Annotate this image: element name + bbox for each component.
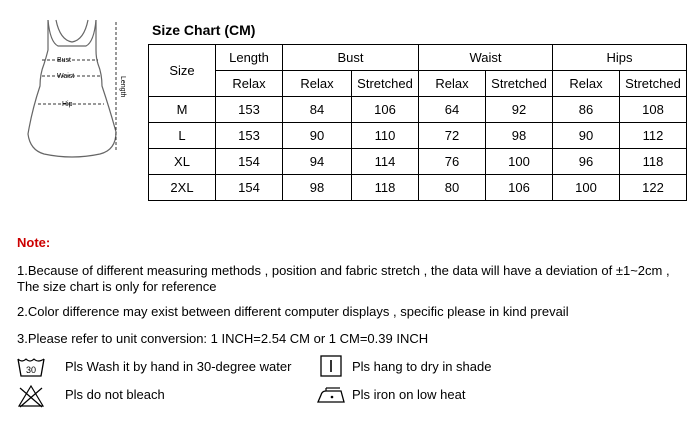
subheader-cell: Stretched xyxy=(486,71,553,97)
waist-label: Waist xyxy=(57,73,75,80)
table-cell: 122 xyxy=(620,175,687,201)
hips-header: Hips xyxy=(553,45,687,71)
table-cell: 96 xyxy=(553,149,620,175)
table-cell: 118 xyxy=(620,149,687,175)
bust-label: Bust xyxy=(57,57,72,64)
table-cell: 112 xyxy=(620,123,687,149)
table-cell: 154 xyxy=(216,149,283,175)
size-chart-title: Size Chart (CM) xyxy=(152,22,256,38)
size-cell: M xyxy=(149,97,216,123)
care-wash-text: Pls Wash it by hand in 30-degree water xyxy=(65,359,292,374)
table-cell: 64 xyxy=(419,97,486,123)
table-cell: 72 xyxy=(419,123,486,149)
care-bleach-text: Pls do not bleach xyxy=(65,387,165,402)
subheader-cell: Relax xyxy=(553,71,620,97)
care-hang-text: Pls hang to dry in shade xyxy=(352,359,492,374)
table-cell: 110 xyxy=(352,123,419,149)
table-cell: 108 xyxy=(620,97,687,123)
subheader-cell: Relax xyxy=(216,71,283,97)
table-cell: 100 xyxy=(553,175,620,201)
table-cell: 153 xyxy=(216,97,283,123)
care-iron-text: Pls iron on low heat xyxy=(352,387,466,402)
size-cell: XL xyxy=(149,149,216,175)
table-cell: 86 xyxy=(553,97,620,123)
size-cell: 2XL xyxy=(149,175,216,201)
bust-header: Bust xyxy=(283,45,419,71)
note-1 xyxy=(17,263,697,295)
subheader-cell: Relax xyxy=(283,71,352,97)
table-cell: 90 xyxy=(283,123,352,149)
table-cell: 154 xyxy=(216,175,283,201)
size-cell: L xyxy=(149,123,216,149)
waist-header: Waist xyxy=(419,45,553,71)
table-row xyxy=(149,123,687,149)
length-label: Length xyxy=(119,76,126,98)
subheader-cell: Relax xyxy=(419,71,486,97)
table-cell: 98 xyxy=(486,123,553,149)
size-header: Size xyxy=(149,45,216,97)
note-1-line-b: The size chart is only for reference xyxy=(17,279,217,294)
hand-wash-30-icon xyxy=(17,356,45,378)
table-cell: 98 xyxy=(283,175,352,201)
subheader-cell: Stretched xyxy=(620,71,687,97)
table-cell: 80 xyxy=(419,175,486,201)
table-cell: 153 xyxy=(216,123,283,149)
table-cell: 92 xyxy=(486,97,553,123)
no-bleach-icon xyxy=(17,384,45,408)
table-cell: 84 xyxy=(283,97,352,123)
note-2: 2.Color difference may exist between different computer displays , specific please in kind prevail xyxy=(17,304,569,319)
table-cell: 114 xyxy=(352,149,419,175)
table-cell: 106 xyxy=(352,97,419,123)
table-cell: 76 xyxy=(419,149,486,175)
table-row xyxy=(149,175,687,201)
table-cell: 100 xyxy=(486,149,553,175)
dress-measurement-figure xyxy=(22,14,140,166)
table-cell: 106 xyxy=(486,175,553,201)
table-subheader-row xyxy=(149,71,687,97)
table-cell: 90 xyxy=(553,123,620,149)
hip-label: Hip xyxy=(62,101,73,108)
note-3: 3.Please refer to unit conversion: 1 INCH=2.54 CM or 1 CM=0.39 INCH xyxy=(17,331,429,346)
note-label: Note: xyxy=(17,235,51,250)
table-header-row xyxy=(149,45,687,71)
table-row xyxy=(149,97,687,123)
dress-outline xyxy=(28,20,116,157)
table-row xyxy=(149,149,687,175)
table-cell: 118 xyxy=(352,175,419,201)
table-cell: 94 xyxy=(283,149,352,175)
length-header: Length xyxy=(216,45,283,71)
wash-temperature: 30 xyxy=(25,365,37,375)
note-1-line-a: 1.Because of different measuring methods , position and fabric stretch , the data will have a deviation of ±1~2cm , xyxy=(17,263,670,278)
iron-low-heat-icon xyxy=(316,385,346,405)
hang-dry-shade-icon xyxy=(320,355,342,377)
size-chart-table xyxy=(148,44,687,201)
subheader-cell: Stretched xyxy=(352,71,419,97)
